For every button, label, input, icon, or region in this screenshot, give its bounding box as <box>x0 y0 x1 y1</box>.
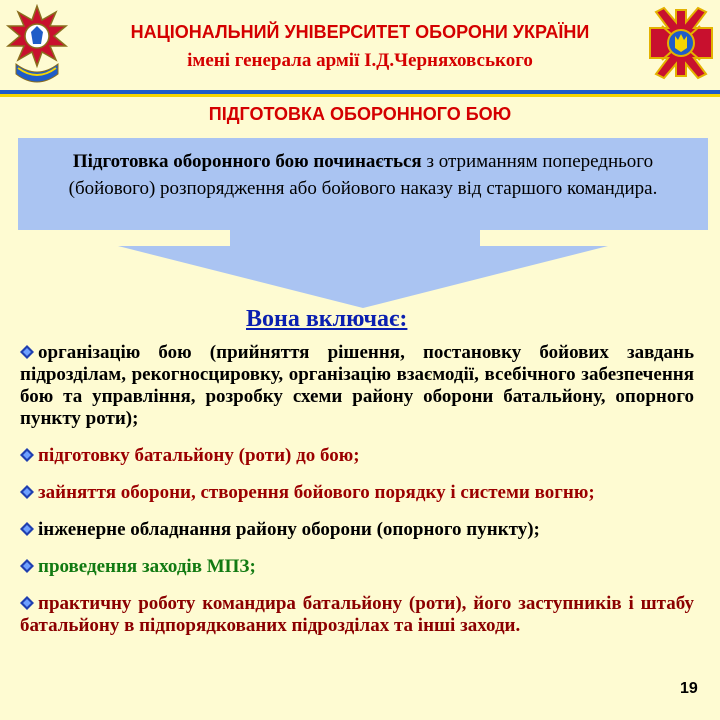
header <box>0 0 720 92</box>
list-item-text: організацію бою (прийняття рішення, постановку бойових завдань підрозділам, рекогносцировку, організацію взаємодії, всебічного забезпечення бою та управління, розробку схеми району оборони батальйону, опорного пункту роти); <box>20 342 694 429</box>
list-item <box>20 556 694 578</box>
page-number: 19 <box>680 680 698 697</box>
includes-list <box>20 342 694 637</box>
diamond-bullet-icon <box>20 596 34 610</box>
list-item <box>20 482 694 504</box>
list-item-text: практичну роботу командира батальйону (роти), його заступників і штабу батальйону в підпорядкованих підрозділах та інші заходи. <box>20 593 694 636</box>
intro-box <box>18 138 708 230</box>
list-item-text: проведення заходів МПЗ; <box>38 556 256 577</box>
list-item <box>20 519 694 541</box>
includes-heading: Вона включає: <box>246 306 408 332</box>
university-title: НАЦІОНАЛЬНИЙ УНІВЕРСИТЕТ ОБОРОНИ УКРАЇНИ <box>130 22 590 42</box>
list-item-text: зайняття оборони, створення бойового порядку і системи вогню; <box>38 482 595 503</box>
list-item <box>20 593 694 637</box>
slide-title: ПІДГОТОВКА ОБОРОННОГО БОЮ <box>208 104 512 124</box>
diamond-bullet-icon <box>20 522 34 536</box>
armed-forces-cross-icon <box>646 6 716 80</box>
diamond-bullet-icon <box>20 485 34 499</box>
intro-text: з отриманням попереднього (бойового) розпорядження або бойового наказу від старшого командира. <box>68 151 658 199</box>
diamond-bullet-icon <box>20 448 34 462</box>
header-stripe-yellow <box>0 94 720 97</box>
university-emblem-icon <box>4 4 70 88</box>
diamond-bullet-icon <box>20 559 34 573</box>
intro-bold-text: Підготовка оборонного бою починається <box>72 151 422 172</box>
list-item <box>20 445 694 467</box>
diamond-bullet-icon <box>20 345 34 359</box>
list-item-text: підготовку батальйону (роти) до бою; <box>38 445 360 466</box>
list-item-text: інженерне обладнання району оборони (опорного пункту); <box>38 519 540 540</box>
university-subtitle: імені генерала армії І.Д.Черняховського <box>187 50 533 71</box>
list-item <box>20 342 694 430</box>
